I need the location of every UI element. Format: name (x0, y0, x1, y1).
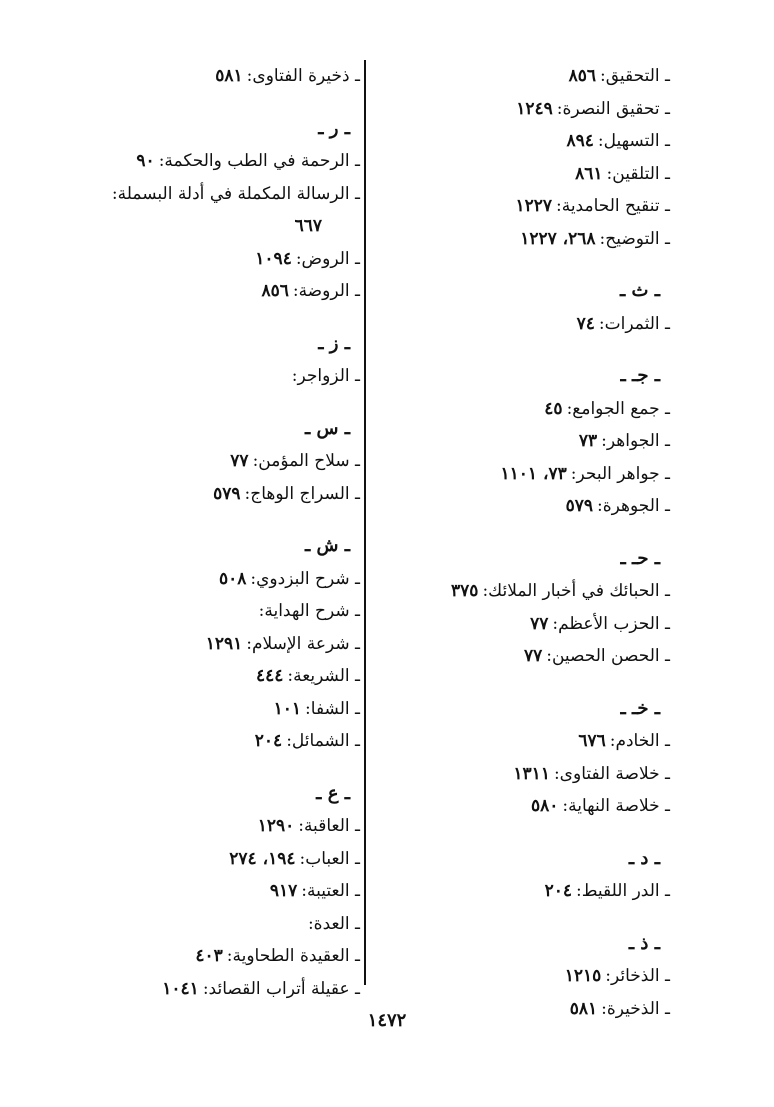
entry-page-number: ٢٠٤ (254, 731, 283, 751)
entry-page-number: ٥٨٠ (530, 796, 559, 816)
index-entry (410, 158, 670, 191)
entry-page-number: ٢٠٤ (544, 881, 573, 901)
index-entry (410, 308, 670, 341)
index-entry (60, 810, 360, 843)
entry-page-number: ٧٤ (576, 313, 595, 334)
entry-page-number: ١٠١ (273, 698, 302, 719)
index-entry (60, 178, 360, 211)
entry-title: ـ شرح الهداية: (258, 601, 360, 621)
entry-title: ـ تنقيح الحامدية: (555, 196, 670, 216)
right-column (410, 60, 670, 1025)
index-entry (60, 660, 360, 693)
index-entry (60, 595, 360, 628)
entry-title: ـ التحقيق: (599, 66, 670, 86)
column-divider (364, 60, 366, 985)
index-entry (60, 360, 360, 393)
entry-title: ـ الحبائك في أخبار الملائك: (482, 581, 670, 601)
index-entry (60, 60, 360, 93)
index-entry (410, 60, 670, 93)
index-entry (410, 608, 670, 641)
entry-title: ـ الحزب الأعظم: (552, 613, 670, 634)
entry-title: ـ الجوهرة: (596, 496, 670, 516)
entry-page-number: ٩١٧ (269, 881, 298, 901)
entry-page-number: ٦٧٦ (578, 731, 606, 751)
entry-title: ـ الذخيرة: (601, 998, 670, 1019)
entry-page-number: ٥٧٩ (565, 496, 593, 516)
entry-page-number: ١٠٩٤ (255, 248, 292, 269)
entry-page-number: ٧٧ (530, 613, 549, 634)
entry-title: ـ سلاح المؤمن: (252, 451, 360, 471)
entry-title: ـ الخادم: (609, 731, 670, 751)
index-entry (60, 843, 360, 876)
entry-title: ـ الحصن الحصين: (546, 646, 670, 666)
entry-page-number: ٨٥٦ (261, 281, 289, 301)
entry-title: ـ شرح البزدوي: (250, 568, 360, 589)
entry-page-number: ٥٠٨ (218, 568, 247, 589)
entry-title: ـ العتيبة: (301, 881, 360, 901)
entry-page-number: ١٢٢٧ (515, 196, 552, 216)
index-entry (410, 790, 670, 823)
entry-page-number: ٣٧٥ (451, 581, 479, 601)
section-letter-heading: ـ س ـ (304, 417, 350, 439)
index-entry (60, 478, 360, 511)
entry-page-number: ٧٧ (523, 646, 543, 666)
index-entry (410, 875, 670, 908)
entry-title: ـ شرعة الإسلام: (246, 633, 360, 654)
index-entry (410, 393, 670, 426)
entry-title: ـ الشريعة: (287, 666, 360, 686)
entry-page-number: ٤٥ (544, 398, 563, 419)
index-entry (410, 960, 670, 993)
index-entry (60, 875, 360, 908)
section-letter-heading: ـ د ـ (628, 847, 660, 869)
entry-page-number: ١٣١١ (513, 763, 550, 784)
entry-title: ـ الذخائر: (605, 966, 670, 986)
section-letter-heading: ـ ذ ـ (628, 932, 660, 954)
entry-page-number: ١٠٤١ (162, 978, 199, 999)
index-entry (410, 490, 670, 523)
index-entry (410, 223, 670, 256)
index-entry (410, 425, 670, 458)
index-entry (60, 275, 360, 308)
section-letter-heading: ـ ش ـ (304, 535, 350, 556)
section-letter-heading: ـ ر ـ (318, 117, 350, 139)
entry-page-number: ٥٨١ (215, 66, 243, 86)
entry-page-number: ١٢٤٩ (516, 98, 553, 119)
entry-page-number: ١٢٩٠ (257, 816, 295, 836)
entry-title: ـ الشفا: (305, 698, 360, 719)
entry-page-number: ١٢١٥ (564, 966, 602, 986)
entry-page-number: ٤٤٤ (255, 666, 284, 686)
entry-title: ـ الزواجر: (291, 366, 360, 386)
entry-title: ـ جواهر البحر: (570, 463, 670, 484)
entry-page-number: ٧٣ (578, 431, 598, 451)
section-letter-heading: ـ ع ـ (316, 782, 350, 804)
entry-title: ـ الروض: (295, 248, 360, 269)
section-letter-heading: ـ جـ ـ (620, 365, 660, 386)
entry-page-number: ٥٧٩ (213, 483, 241, 504)
section-letter-heading: ـ حـ ـ (620, 547, 660, 569)
entry-title: ـ الرسالة المكملة في أدلة البسملة: (111, 183, 360, 204)
entry-title: ـ التسهيل: (597, 131, 670, 151)
index-entry (60, 908, 360, 941)
index-entry (60, 563, 360, 596)
entry-title: ـ العقيدة الطحاوية: (226, 946, 360, 966)
page-number: ١٤٧٢ (367, 1010, 407, 1031)
entry-page-number: ٥٨١ (569, 998, 598, 1019)
index-entry (410, 758, 670, 791)
entry-title: ـ العاقبة: (298, 816, 360, 836)
entry-title: ـ العباب: (299, 848, 360, 869)
entry-title: ـ خلاصة الفتاوى: (553, 763, 670, 784)
entry-page-number: ٧٣، ١١٠١ (500, 463, 567, 484)
entry-page-number: ٩٠ (136, 151, 155, 171)
entry-page-number: ١٩٤، ٢٧٤ (229, 848, 296, 869)
index-entry (410, 190, 670, 223)
section-letter-heading: ـ ث ـ (619, 280, 660, 301)
entry-title: ـ العدة: (307, 913, 360, 934)
entry-title: ـ السراج الوهاج: (244, 483, 360, 504)
entry-page-number: ٧٧ (230, 451, 249, 471)
index-entry (410, 575, 670, 608)
entry-title: ـ الشمائل: (286, 731, 360, 751)
entry-title: ـ عقيلة أتراب القصائد: (202, 978, 360, 999)
index-entry (410, 125, 670, 158)
index-entry (60, 145, 360, 178)
index-entry (60, 445, 360, 478)
entry-page-number: ٨٦١ (575, 163, 603, 184)
entry-page-number: ٦٦٧ (294, 216, 322, 236)
index-entry (60, 628, 360, 661)
entry-title: ـ ذخيرة الفتاوى: (246, 66, 360, 86)
left-column (60, 60, 360, 1005)
index-entry (60, 243, 360, 276)
entry-page-number: ١٢٩١ (205, 633, 243, 654)
entry-title: ـ الدر اللقيط: (576, 881, 670, 901)
index-entry (410, 458, 670, 491)
index-entry (60, 973, 360, 1006)
entry-page-number: ٨٥٦ (568, 66, 596, 86)
entry-title: ـ خلاصة النهاية: (562, 796, 670, 816)
index-entry (60, 940, 360, 973)
entry-page-number: ٢٦٨، ١٢٢٧ (520, 228, 596, 249)
entry-page-number: ٤٠٣ (195, 946, 223, 966)
entry-title: ـ جمع الجوامع: (566, 398, 670, 419)
entry-title: ـ الجواهر: (601, 431, 670, 451)
index-entry (410, 93, 670, 126)
entry-title: ـ التوضيح: (599, 228, 670, 249)
index-entry (410, 725, 670, 758)
entry-title: ـ الثمرات: (598, 313, 670, 334)
entry-title: ـ التلقين: (606, 163, 670, 184)
index-entry (60, 693, 360, 726)
index-entry (60, 725, 360, 758)
index-entry-continuation (60, 210, 360, 243)
section-letter-heading: ـ خـ ـ (620, 697, 660, 719)
entry-page-number: ٨٩٤ (566, 131, 594, 151)
entry-title: ـ الروضة: (292, 281, 360, 301)
entry-title: ـ تحقيق النصرة: (556, 98, 670, 119)
section-letter-heading: ـ ز ـ (318, 332, 350, 354)
index-entry (410, 640, 670, 673)
entry-title: ـ الرحمة في الطب والحكمة: (158, 151, 360, 171)
